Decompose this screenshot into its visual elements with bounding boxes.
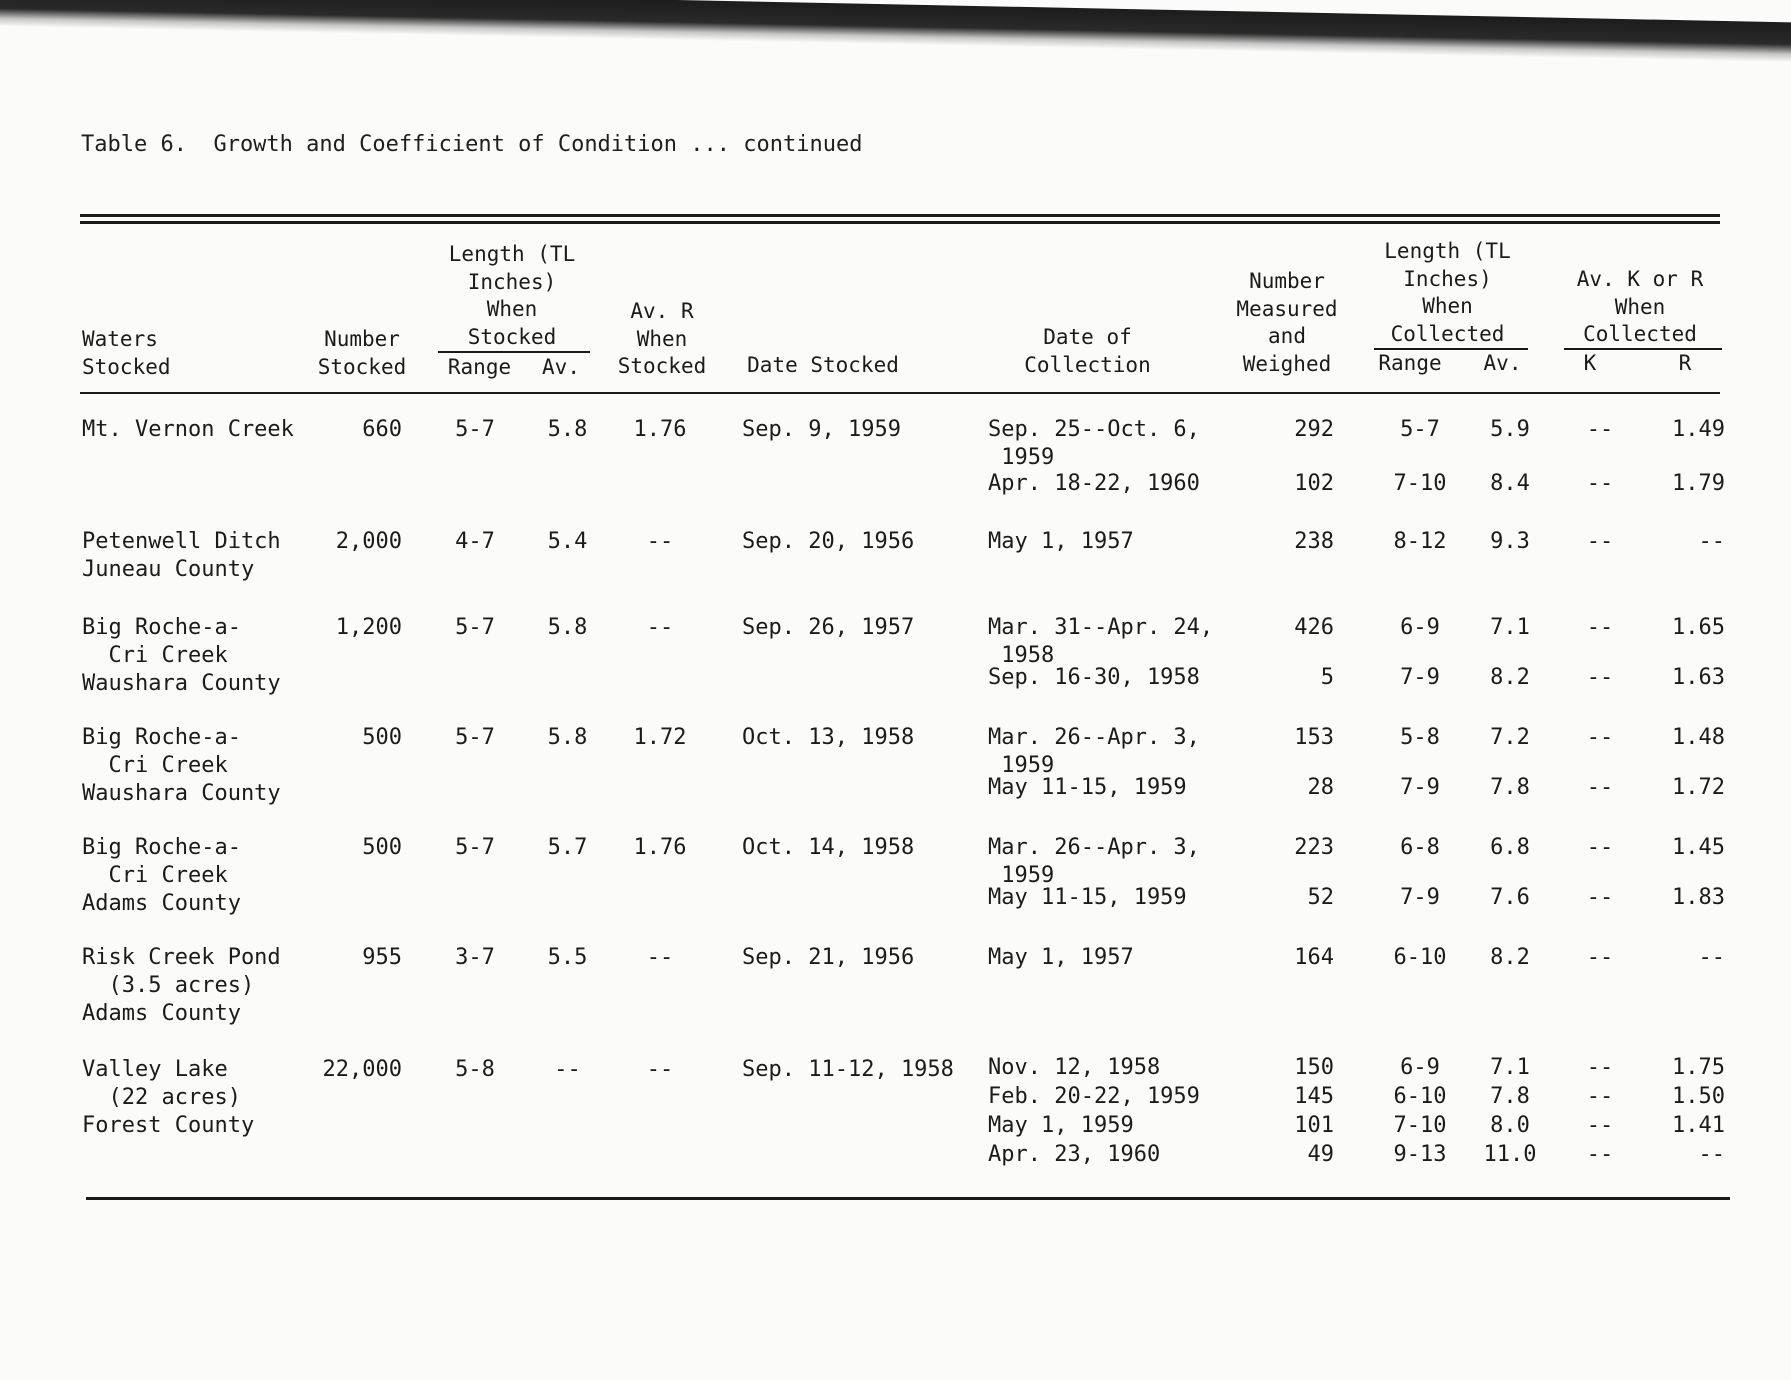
top-double-rule-2 xyxy=(80,221,1720,224)
header-range-collected: Range xyxy=(1378,351,1442,375)
header-number-measured: Number Measured and Weighed xyxy=(1236,269,1338,376)
cell-av-collected: 8.2 xyxy=(1490,665,1530,690)
header-r: R xyxy=(1678,351,1692,375)
cell-r-value: 1.65 xyxy=(1672,615,1725,640)
cell-avr-stocked: 1.76 xyxy=(633,417,687,442)
cell-av-collected: 7.1 xyxy=(1490,1055,1530,1080)
header-date-stocked: Date Stocked xyxy=(747,353,899,377)
cell-waters-stocked: Big Roche-a- Cri Creek Waushara County xyxy=(82,725,281,806)
cell-r-value: -- xyxy=(1698,945,1725,970)
cell-waters-stocked: Big Roche-a- Cri Creek Waushara County xyxy=(82,615,281,696)
cell-waters-stocked: Risk Creek Pond (3.5 acres) Adams County xyxy=(82,945,281,1026)
cell-date-collection: Feb. 20-22, 1959 xyxy=(988,1084,1200,1109)
cell-number-measured: 292 xyxy=(1294,417,1334,442)
cell-range-stocked: 5-8 xyxy=(455,1057,495,1082)
cell-avr-stocked: -- xyxy=(646,529,674,554)
header-av-collected: Av. xyxy=(1483,351,1522,375)
header-length-collected: Length (TL Inches) When Collected xyxy=(1384,239,1511,346)
cell-r-value: 1.50 xyxy=(1672,1084,1725,1109)
cell-range-stocked: 5-7 xyxy=(455,615,495,640)
cell-range-collected: 5-8 xyxy=(1400,725,1440,750)
cell-range-collected: 5-7 xyxy=(1400,417,1440,442)
cell-date-collection: Mar. 26--Apr. 3, 1959 xyxy=(988,725,1200,778)
cell-av-stocked: 5.7 xyxy=(547,835,588,860)
cell-r-value: 1.83 xyxy=(1672,885,1725,910)
cell-av-stocked: 5.8 xyxy=(547,615,588,640)
cell-r-value: 1.75 xyxy=(1672,1055,1725,1080)
cell-number-measured: 150 xyxy=(1294,1055,1334,1080)
header-length-stocked: Length (TL Inches) When Stocked xyxy=(448,242,576,349)
header-avkr-collected: Av. K or R When Collected xyxy=(1576,267,1704,346)
cell-av-collected: 11.0 xyxy=(1483,1142,1537,1167)
cell-number-measured: 52 xyxy=(1307,885,1334,910)
cell-date-collection: Mar. 26--Apr. 3, 1959 xyxy=(988,835,1200,888)
cell-avr-stocked: -- xyxy=(646,1057,674,1082)
cell-date-collection: Mar. 31--Apr. 24, 1958 xyxy=(988,615,1214,668)
cell-av-stocked: 5.4 xyxy=(547,529,588,554)
cell-av-stocked: 5.8 xyxy=(547,725,588,750)
cell-range-collected: 7-9 xyxy=(1400,885,1440,910)
scan-edge-shadow xyxy=(0,0,1791,63)
cell-range-stocked: 3-7 xyxy=(455,945,495,970)
cell-av-collected: 8.2 xyxy=(1490,945,1530,970)
cell-number-measured: 238 xyxy=(1294,529,1334,554)
cell-number-measured: 164 xyxy=(1294,945,1334,970)
cell-date-collection: Sep. 16-30, 1958 xyxy=(988,665,1200,690)
cell-number-stocked: 2,000 xyxy=(335,529,402,554)
cell-number-measured: 223 xyxy=(1294,835,1334,860)
cell-av-collected: 9.3 xyxy=(1490,529,1530,554)
cell-k-value: -- xyxy=(1586,835,1614,860)
cell-date-stocked: Sep. 11-12, 1958 xyxy=(742,1057,954,1082)
cell-r-value: 1.79 xyxy=(1672,471,1725,496)
cell-date-collection: May 1, 1957 xyxy=(988,529,1134,554)
cell-k-value: -- xyxy=(1586,945,1614,970)
cell-date-collection: May 11-15, 1959 xyxy=(988,885,1187,910)
header-date-collection: Date of Collection xyxy=(1024,325,1151,377)
cell-date-collection: May 1, 1959 xyxy=(988,1113,1134,1138)
bottom-rule xyxy=(86,1197,1730,1200)
cell-av-collected: 7.6 xyxy=(1490,885,1530,910)
cell-range-collected: 6-9 xyxy=(1400,615,1440,640)
cell-r-value: 1.45 xyxy=(1672,835,1725,860)
cell-avr-stocked: 1.76 xyxy=(633,835,687,860)
cell-range-stocked: 5-7 xyxy=(455,417,495,442)
cell-k-value: -- xyxy=(1586,1055,1614,1080)
cell-k-value: -- xyxy=(1586,417,1614,442)
cell-date-stocked: Sep. 21, 1956 xyxy=(742,945,915,970)
cell-k-value: -- xyxy=(1586,775,1614,800)
cell-number-measured: 426 xyxy=(1294,615,1334,640)
cell-av-collected: 7.8 xyxy=(1490,1084,1530,1109)
cell-date-stocked: Oct. 13, 1958 xyxy=(742,725,915,750)
cell-range-collected: 6-8 xyxy=(1400,835,1440,860)
cell-date-stocked: Sep. 26, 1957 xyxy=(742,615,915,640)
cell-waters-stocked: Mt. Vernon Creek xyxy=(82,417,294,442)
cell-range-collected: 6-10 xyxy=(1393,945,1447,970)
cell-number-measured: 153 xyxy=(1294,725,1334,750)
cell-r-value: -- xyxy=(1698,529,1725,554)
cell-range-collected: 6-10 xyxy=(1393,1084,1447,1109)
cell-date-collection: Nov. 12, 1958 xyxy=(988,1055,1161,1080)
cell-date-collection: May 1, 1957 xyxy=(988,945,1134,970)
cell-date-collection: Apr. 18-22, 1960 xyxy=(988,471,1200,496)
cell-av-collected: 8.4 xyxy=(1490,471,1530,496)
header-k: K xyxy=(1583,351,1597,375)
cell-av-collected: 7.2 xyxy=(1490,725,1530,750)
header-avr-stocked: Av. R When Stocked xyxy=(617,299,707,378)
cell-number-measured: 101 xyxy=(1294,1113,1334,1138)
cell-r-value: 1.72 xyxy=(1672,775,1725,800)
cell-range-collected: 7-9 xyxy=(1400,665,1440,690)
cell-number-measured: 28 xyxy=(1307,775,1334,800)
cell-r-value: -- xyxy=(1698,1142,1725,1167)
cell-waters-stocked: Big Roche-a- Cri Creek Adams County xyxy=(82,835,241,916)
cell-range-collected: 7-10 xyxy=(1393,1113,1447,1138)
cell-av-stocked: -- xyxy=(554,1057,581,1082)
cell-r-value: 1.48 xyxy=(1672,725,1725,750)
cell-date-collection: Apr. 23, 1960 xyxy=(988,1142,1161,1167)
cell-k-value: -- xyxy=(1586,1084,1614,1109)
cell-number-stocked: 660 xyxy=(362,417,402,442)
cell-range-collected: 7-10 xyxy=(1393,471,1447,496)
cell-av-collected: 5.9 xyxy=(1490,417,1530,442)
cell-avr-stocked: -- xyxy=(646,945,674,970)
cell-k-value: -- xyxy=(1586,885,1614,910)
header-bottom-rule xyxy=(80,392,1720,394)
header-group-underline xyxy=(1564,348,1722,350)
top-double-rule-1 xyxy=(80,214,1720,217)
cell-waters-stocked: Valley Lake (22 acres) Forest County xyxy=(82,1057,255,1138)
cell-number-stocked: 1,200 xyxy=(335,615,402,640)
header-group-underline xyxy=(438,351,590,353)
cell-av-collected: 8.0 xyxy=(1490,1113,1530,1138)
cell-range-stocked: 4-7 xyxy=(455,529,495,554)
cell-k-value: -- xyxy=(1586,725,1614,750)
cell-k-value: -- xyxy=(1586,1113,1614,1138)
cell-range-collected: 7-9 xyxy=(1400,775,1440,800)
header-number-stocked: Number Stocked xyxy=(317,327,407,379)
cell-av-stocked: 5.5 xyxy=(547,945,588,970)
cell-k-value: -- xyxy=(1586,471,1614,496)
cell-range-stocked: 5-7 xyxy=(455,835,495,860)
header-group-underline xyxy=(1374,348,1528,350)
cell-waters-stocked: Petenwell Ditch Juneau County xyxy=(82,529,281,582)
cell-number-measured: 145 xyxy=(1294,1084,1334,1109)
cell-r-value: 1.41 xyxy=(1672,1113,1725,1138)
cell-av-collected: 7.8 xyxy=(1490,775,1530,800)
cell-range-stocked: 5-7 xyxy=(455,725,495,750)
header-waters-stocked: Waters Stocked xyxy=(82,327,171,379)
cell-number-stocked: 955 xyxy=(362,945,402,970)
cell-k-value: -- xyxy=(1586,1142,1614,1167)
cell-date-stocked: Sep. 20, 1956 xyxy=(742,529,915,554)
cell-number-measured: 49 xyxy=(1307,1142,1334,1167)
cell-k-value: -- xyxy=(1586,615,1614,640)
cell-range-collected: 8-12 xyxy=(1393,529,1447,554)
cell-date-stocked: Oct. 14, 1958 xyxy=(742,835,915,860)
table-title: Table 6. Growth and Coefficient of Condition ... continued xyxy=(81,132,863,157)
cell-k-value: -- xyxy=(1586,665,1614,690)
cell-number-stocked: 500 xyxy=(362,835,402,860)
header-range-stocked: Range xyxy=(447,355,512,379)
cell-number-stocked: 500 xyxy=(362,725,402,750)
cell-av-stocked: 5.8 xyxy=(547,417,588,442)
cell-r-value: 1.63 xyxy=(1672,665,1725,690)
cell-av-collected: 7.1 xyxy=(1490,615,1530,640)
cell-r-value: 1.49 xyxy=(1672,417,1725,442)
cell-av-collected: 6.8 xyxy=(1490,835,1530,860)
cell-avr-stocked: 1.72 xyxy=(633,725,687,750)
header-av-stocked: Av. xyxy=(542,355,580,379)
cell-avr-stocked: -- xyxy=(646,615,674,640)
cell-range-collected: 6-9 xyxy=(1400,1055,1440,1080)
cell-date-collection: Sep. 25--Oct. 6, 1959 xyxy=(988,417,1200,470)
cell-date-stocked: Sep. 9, 1959 xyxy=(742,417,901,442)
cell-number-stocked: 22,000 xyxy=(322,1057,402,1082)
cell-k-value: -- xyxy=(1586,529,1614,554)
cell-range-collected: 9-13 xyxy=(1393,1142,1447,1167)
cell-number-measured: 102 xyxy=(1294,471,1334,496)
cell-number-measured: 5 xyxy=(1320,665,1334,690)
cell-date-collection: May 11-15, 1959 xyxy=(988,775,1187,800)
